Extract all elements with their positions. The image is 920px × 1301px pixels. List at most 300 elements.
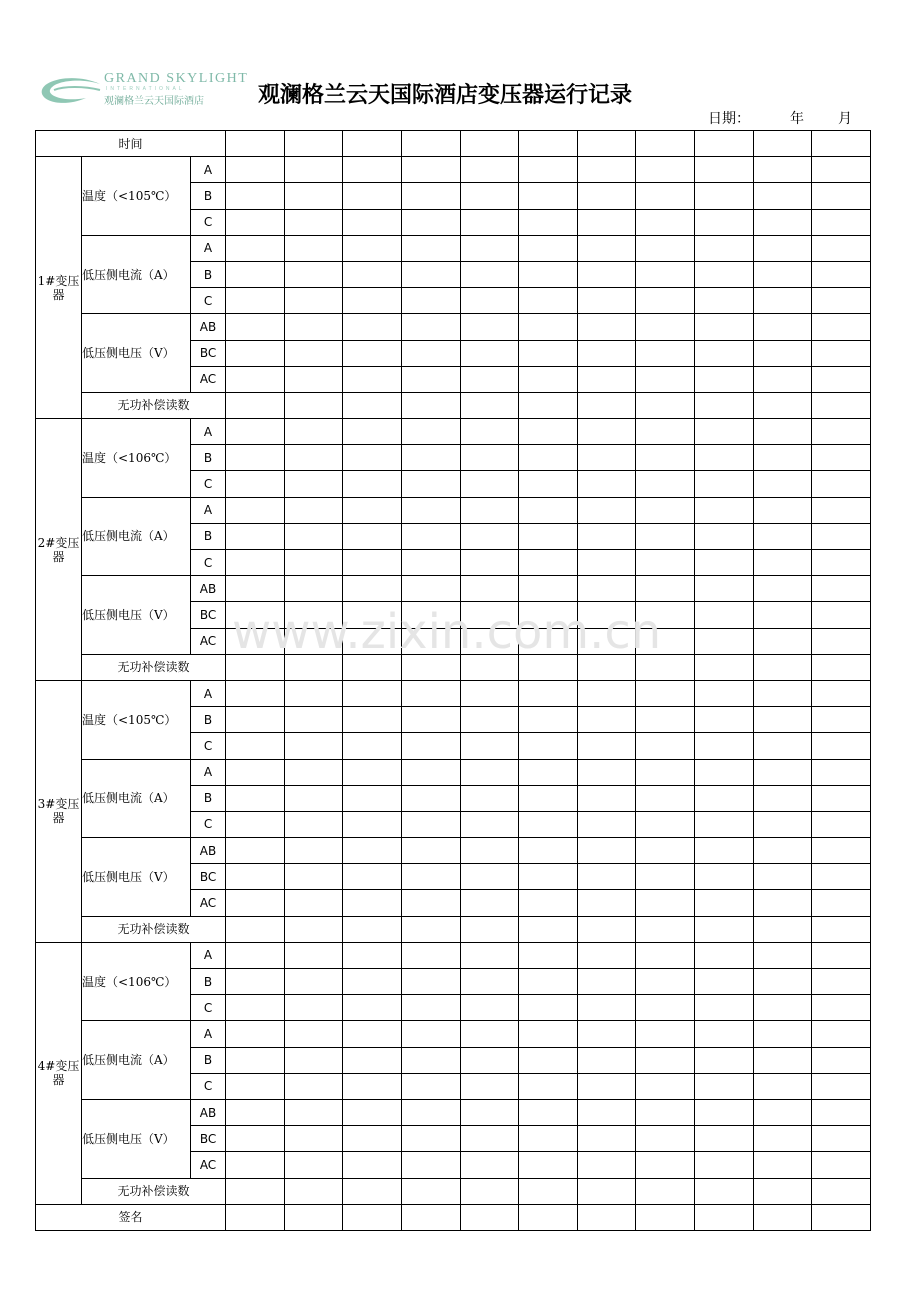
record-input-cell[interactable] <box>519 733 578 759</box>
record-input-cell[interactable] <box>636 995 695 1021</box>
record-input-cell[interactable] <box>226 942 285 968</box>
record-input-cell[interactable] <box>812 392 871 418</box>
record-input-cell[interactable] <box>753 969 812 995</box>
record-input-cell[interactable] <box>226 654 285 680</box>
record-input-cell[interactable] <box>753 1099 812 1125</box>
record-input-cell[interactable] <box>636 942 695 968</box>
record-input-cell[interactable] <box>753 602 812 628</box>
record-input-cell[interactable] <box>519 523 578 549</box>
record-input-cell[interactable] <box>753 209 812 235</box>
record-input-cell[interactable] <box>343 916 402 942</box>
record-input-cell[interactable] <box>753 916 812 942</box>
record-input-cell[interactable] <box>636 759 695 785</box>
record-input-cell[interactable] <box>695 523 754 549</box>
record-input-cell[interactable] <box>695 576 754 602</box>
record-input-cell[interactable] <box>343 1126 402 1152</box>
record-input-cell[interactable] <box>812 183 871 209</box>
record-input-cell[interactable] <box>284 419 343 445</box>
record-input-cell[interactable] <box>577 340 636 366</box>
record-input-cell[interactable] <box>343 1021 402 1047</box>
record-input-cell[interactable] <box>812 366 871 392</box>
record-input-cell[interactable] <box>401 1047 460 1073</box>
record-input-cell[interactable] <box>284 969 343 995</box>
record-input-cell[interactable] <box>695 550 754 576</box>
record-input-cell[interactable] <box>343 1204 402 1230</box>
record-input-cell[interactable] <box>343 733 402 759</box>
record-input-cell[interactable] <box>695 995 754 1021</box>
record-input-cell[interactable] <box>284 497 343 523</box>
record-input-cell[interactable] <box>695 654 754 680</box>
record-input-cell[interactable] <box>284 523 343 549</box>
record-input-cell[interactable] <box>460 288 519 314</box>
record-input-cell[interactable] <box>343 811 402 837</box>
record-input-cell[interactable] <box>812 707 871 733</box>
record-input-cell[interactable] <box>460 235 519 261</box>
record-input-cell[interactable] <box>401 1152 460 1178</box>
record-input-cell[interactable] <box>636 1126 695 1152</box>
record-input-cell[interactable] <box>812 445 871 471</box>
record-input-cell[interactable] <box>636 1099 695 1125</box>
record-input-cell[interactable] <box>226 157 285 183</box>
record-input-cell[interactable] <box>519 209 578 235</box>
record-input-cell[interactable] <box>226 995 285 1021</box>
record-input-cell[interactable] <box>401 209 460 235</box>
record-input-cell[interactable] <box>519 654 578 680</box>
record-input-cell[interactable] <box>284 942 343 968</box>
record-input-cell[interactable] <box>695 969 754 995</box>
record-input-cell[interactable] <box>460 209 519 235</box>
record-input-cell[interactable] <box>519 890 578 916</box>
record-input-cell[interactable] <box>343 759 402 785</box>
record-input-cell[interactable] <box>695 1126 754 1152</box>
record-input-cell[interactable] <box>695 314 754 340</box>
record-input-cell[interactable] <box>636 261 695 287</box>
record-input-cell[interactable] <box>695 209 754 235</box>
record-input-cell[interactable] <box>695 261 754 287</box>
record-input-cell[interactable] <box>460 1204 519 1230</box>
record-input-cell[interactable] <box>226 1152 285 1178</box>
record-input-cell[interactable] <box>343 288 402 314</box>
record-input-cell[interactable] <box>636 183 695 209</box>
record-input-cell[interactable] <box>812 209 871 235</box>
record-input-cell[interactable] <box>753 680 812 706</box>
record-input-cell[interactable] <box>636 235 695 261</box>
record-input-cell[interactable] <box>343 1047 402 1073</box>
record-input-cell[interactable] <box>695 680 754 706</box>
record-input-cell[interactable] <box>226 288 285 314</box>
record-input-cell[interactable] <box>695 785 754 811</box>
record-input-cell[interactable] <box>460 654 519 680</box>
record-input-cell[interactable] <box>577 288 636 314</box>
record-input-cell[interactable] <box>636 550 695 576</box>
record-input-cell[interactable] <box>460 131 519 157</box>
record-input-cell[interactable] <box>460 261 519 287</box>
record-input-cell[interactable] <box>226 576 285 602</box>
record-input-cell[interactable] <box>636 811 695 837</box>
record-input-cell[interactable] <box>284 183 343 209</box>
record-input-cell[interactable] <box>284 733 343 759</box>
record-input-cell[interactable] <box>460 628 519 654</box>
record-input-cell[interactable] <box>226 759 285 785</box>
record-input-cell[interactable] <box>695 811 754 837</box>
record-input-cell[interactable] <box>226 366 285 392</box>
record-input-cell[interactable] <box>812 1178 871 1204</box>
record-input-cell[interactable] <box>695 1099 754 1125</box>
record-input-cell[interactable] <box>577 183 636 209</box>
record-input-cell[interactable] <box>284 471 343 497</box>
record-input-cell[interactable] <box>343 392 402 418</box>
record-input-cell[interactable] <box>401 654 460 680</box>
record-input-cell[interactable] <box>636 288 695 314</box>
record-input-cell[interactable] <box>753 497 812 523</box>
record-input-cell[interactable] <box>284 1152 343 1178</box>
record-input-cell[interactable] <box>284 340 343 366</box>
record-input-cell[interactable] <box>343 995 402 1021</box>
record-input-cell[interactable] <box>343 1152 402 1178</box>
record-input-cell[interactable] <box>284 445 343 471</box>
record-input-cell[interactable] <box>343 707 402 733</box>
record-input-cell[interactable] <box>226 340 285 366</box>
record-input-cell[interactable] <box>636 1047 695 1073</box>
record-input-cell[interactable] <box>519 576 578 602</box>
record-input-cell[interactable] <box>284 785 343 811</box>
record-input-cell[interactable] <box>343 785 402 811</box>
record-input-cell[interactable] <box>695 183 754 209</box>
record-input-cell[interactable] <box>695 288 754 314</box>
record-input-cell[interactable] <box>753 419 812 445</box>
record-input-cell[interactable] <box>695 497 754 523</box>
record-input-cell[interactable] <box>753 890 812 916</box>
record-input-cell[interactable] <box>284 288 343 314</box>
record-input-cell[interactable] <box>343 235 402 261</box>
record-input-cell[interactable] <box>753 576 812 602</box>
record-input-cell[interactable] <box>812 497 871 523</box>
record-input-cell[interactable] <box>226 235 285 261</box>
record-input-cell[interactable] <box>695 733 754 759</box>
record-input-cell[interactable] <box>753 471 812 497</box>
record-input-cell[interactable] <box>577 419 636 445</box>
record-input-cell[interactable] <box>577 1178 636 1204</box>
record-input-cell[interactable] <box>284 131 343 157</box>
record-input-cell[interactable] <box>636 1073 695 1099</box>
record-input-cell[interactable] <box>460 471 519 497</box>
record-input-cell[interactable] <box>460 1099 519 1125</box>
record-input-cell[interactable] <box>226 602 285 628</box>
record-input-cell[interactable] <box>343 131 402 157</box>
record-input-cell[interactable] <box>401 1073 460 1099</box>
record-input-cell[interactable] <box>695 1073 754 1099</box>
record-input-cell[interactable] <box>401 1178 460 1204</box>
record-input-cell[interactable] <box>577 916 636 942</box>
record-input-cell[interactable] <box>636 340 695 366</box>
record-input-cell[interactable] <box>577 1073 636 1099</box>
record-input-cell[interactable] <box>343 471 402 497</box>
record-input-cell[interactable] <box>636 733 695 759</box>
record-input-cell[interactable] <box>636 916 695 942</box>
record-input-cell[interactable] <box>401 1204 460 1230</box>
record-input-cell[interactable] <box>401 969 460 995</box>
record-input-cell[interactable] <box>343 1178 402 1204</box>
record-input-cell[interactable] <box>812 942 871 968</box>
record-input-cell[interactable] <box>577 890 636 916</box>
record-input-cell[interactable] <box>577 785 636 811</box>
record-input-cell[interactable] <box>753 340 812 366</box>
record-input-cell[interactable] <box>695 602 754 628</box>
record-input-cell[interactable] <box>577 392 636 418</box>
record-input-cell[interactable] <box>812 628 871 654</box>
record-input-cell[interactable] <box>460 890 519 916</box>
record-input-cell[interactable] <box>401 314 460 340</box>
record-input-cell[interactable] <box>226 1204 285 1230</box>
record-input-cell[interactable] <box>460 759 519 785</box>
record-input-cell[interactable] <box>401 759 460 785</box>
record-input-cell[interactable] <box>636 497 695 523</box>
record-input-cell[interactable] <box>695 1047 754 1073</box>
record-input-cell[interactable] <box>460 602 519 628</box>
record-input-cell[interactable] <box>636 392 695 418</box>
record-input-cell[interactable] <box>695 157 754 183</box>
record-input-cell[interactable] <box>226 1047 285 1073</box>
record-input-cell[interactable] <box>343 576 402 602</box>
record-input-cell[interactable] <box>343 1073 402 1099</box>
record-input-cell[interactable] <box>284 916 343 942</box>
record-input-cell[interactable] <box>343 523 402 549</box>
record-input-cell[interactable] <box>577 1021 636 1047</box>
record-input-cell[interactable] <box>753 811 812 837</box>
record-input-cell[interactable] <box>695 759 754 785</box>
record-input-cell[interactable] <box>401 550 460 576</box>
record-input-cell[interactable] <box>519 1099 578 1125</box>
record-input-cell[interactable] <box>695 1178 754 1204</box>
record-input-cell[interactable] <box>401 445 460 471</box>
record-input-cell[interactable] <box>753 864 812 890</box>
record-input-cell[interactable] <box>519 995 578 1021</box>
record-input-cell[interactable] <box>519 864 578 890</box>
record-input-cell[interactable] <box>812 680 871 706</box>
record-input-cell[interactable] <box>753 157 812 183</box>
record-input-cell[interactable] <box>519 157 578 183</box>
record-input-cell[interactable] <box>401 157 460 183</box>
record-input-cell[interactable] <box>695 916 754 942</box>
record-input-cell[interactable] <box>284 550 343 576</box>
record-input-cell[interactable] <box>460 340 519 366</box>
record-input-cell[interactable] <box>636 628 695 654</box>
record-input-cell[interactable] <box>284 261 343 287</box>
record-input-cell[interactable] <box>519 1204 578 1230</box>
record-input-cell[interactable] <box>519 366 578 392</box>
record-input-cell[interactable] <box>519 261 578 287</box>
record-input-cell[interactable] <box>812 759 871 785</box>
record-input-cell[interactable] <box>401 471 460 497</box>
record-input-cell[interactable] <box>460 497 519 523</box>
record-input-cell[interactable] <box>695 890 754 916</box>
record-input-cell[interactable] <box>460 314 519 340</box>
record-input-cell[interactable] <box>284 995 343 1021</box>
record-input-cell[interactable] <box>226 628 285 654</box>
record-input-cell[interactable] <box>519 785 578 811</box>
record-input-cell[interactable] <box>519 419 578 445</box>
record-input-cell[interactable] <box>577 576 636 602</box>
record-input-cell[interactable] <box>401 602 460 628</box>
record-input-cell[interactable] <box>812 1021 871 1047</box>
record-input-cell[interactable] <box>401 235 460 261</box>
record-input-cell[interactable] <box>636 131 695 157</box>
record-input-cell[interactable] <box>343 969 402 995</box>
record-input-cell[interactable] <box>343 340 402 366</box>
record-input-cell[interactable] <box>519 811 578 837</box>
record-input-cell[interactable] <box>519 1073 578 1099</box>
record-input-cell[interactable] <box>753 995 812 1021</box>
record-input-cell[interactable] <box>401 864 460 890</box>
record-input-cell[interactable] <box>812 523 871 549</box>
record-input-cell[interactable] <box>753 366 812 392</box>
record-input-cell[interactable] <box>695 131 754 157</box>
record-input-cell[interactable] <box>753 445 812 471</box>
record-input-cell[interactable] <box>460 1021 519 1047</box>
record-input-cell[interactable] <box>519 602 578 628</box>
record-input-cell[interactable] <box>343 654 402 680</box>
record-input-cell[interactable] <box>577 1152 636 1178</box>
record-input-cell[interactable] <box>636 890 695 916</box>
record-input-cell[interactable] <box>519 550 578 576</box>
record-input-cell[interactable] <box>226 811 285 837</box>
record-input-cell[interactable] <box>812 654 871 680</box>
record-input-cell[interactable] <box>695 366 754 392</box>
record-input-cell[interactable] <box>460 1073 519 1099</box>
record-input-cell[interactable] <box>401 785 460 811</box>
record-input-cell[interactable] <box>460 785 519 811</box>
record-input-cell[interactable] <box>636 654 695 680</box>
record-input-cell[interactable] <box>577 235 636 261</box>
record-input-cell[interactable] <box>284 235 343 261</box>
record-input-cell[interactable] <box>401 733 460 759</box>
record-input-cell[interactable] <box>636 1204 695 1230</box>
record-input-cell[interactable] <box>753 942 812 968</box>
record-input-cell[interactable] <box>284 864 343 890</box>
record-input-cell[interactable] <box>401 340 460 366</box>
record-input-cell[interactable] <box>812 733 871 759</box>
record-input-cell[interactable] <box>577 759 636 785</box>
record-input-cell[interactable] <box>636 864 695 890</box>
record-input-cell[interactable] <box>695 707 754 733</box>
record-input-cell[interactable] <box>460 707 519 733</box>
record-input-cell[interactable] <box>636 314 695 340</box>
record-input-cell[interactable] <box>812 1126 871 1152</box>
record-input-cell[interactable] <box>695 1021 754 1047</box>
record-input-cell[interactable] <box>812 419 871 445</box>
record-input-cell[interactable] <box>401 131 460 157</box>
record-input-cell[interactable] <box>343 157 402 183</box>
record-input-cell[interactable] <box>636 419 695 445</box>
record-input-cell[interactable] <box>343 550 402 576</box>
record-input-cell[interactable] <box>577 969 636 995</box>
record-input-cell[interactable] <box>343 261 402 287</box>
record-input-cell[interactable] <box>226 733 285 759</box>
record-input-cell[interactable] <box>226 1099 285 1125</box>
record-input-cell[interactable] <box>695 864 754 890</box>
record-input-cell[interactable] <box>753 838 812 864</box>
record-input-cell[interactable] <box>401 392 460 418</box>
record-input-cell[interactable] <box>460 969 519 995</box>
record-input-cell[interactable] <box>284 628 343 654</box>
record-input-cell[interactable] <box>284 707 343 733</box>
record-input-cell[interactable] <box>226 183 285 209</box>
record-input-cell[interactable] <box>812 916 871 942</box>
record-input-cell[interactable] <box>460 942 519 968</box>
record-input-cell[interactable] <box>519 131 578 157</box>
record-input-cell[interactable] <box>519 1047 578 1073</box>
record-input-cell[interactable] <box>812 811 871 837</box>
record-input-cell[interactable] <box>753 1021 812 1047</box>
record-input-cell[interactable] <box>695 419 754 445</box>
record-input-cell[interactable] <box>695 838 754 864</box>
record-input-cell[interactable] <box>577 707 636 733</box>
record-input-cell[interactable] <box>577 1126 636 1152</box>
record-input-cell[interactable] <box>577 628 636 654</box>
record-input-cell[interactable] <box>753 550 812 576</box>
record-input-cell[interactable] <box>401 890 460 916</box>
record-input-cell[interactable] <box>343 890 402 916</box>
record-input-cell[interactable] <box>812 261 871 287</box>
record-input-cell[interactable] <box>519 628 578 654</box>
record-input-cell[interactable] <box>753 392 812 418</box>
record-input-cell[interactable] <box>226 707 285 733</box>
record-input-cell[interactable] <box>636 602 695 628</box>
record-input-cell[interactable] <box>519 838 578 864</box>
record-input-cell[interactable] <box>695 471 754 497</box>
record-input-cell[interactable] <box>577 157 636 183</box>
record-input-cell[interactable] <box>636 1021 695 1047</box>
record-input-cell[interactable] <box>812 602 871 628</box>
record-input-cell[interactable] <box>812 288 871 314</box>
record-input-cell[interactable] <box>636 1152 695 1178</box>
record-input-cell[interactable] <box>460 680 519 706</box>
record-input-cell[interactable] <box>226 392 285 418</box>
record-input-cell[interactable] <box>577 733 636 759</box>
record-input-cell[interactable] <box>636 785 695 811</box>
record-input-cell[interactable] <box>812 995 871 1021</box>
record-input-cell[interactable] <box>284 838 343 864</box>
record-input-cell[interactable] <box>401 916 460 942</box>
record-input-cell[interactable] <box>577 680 636 706</box>
record-input-cell[interactable] <box>226 890 285 916</box>
record-input-cell[interactable] <box>343 942 402 968</box>
record-input-cell[interactable] <box>284 811 343 837</box>
record-input-cell[interactable] <box>577 445 636 471</box>
record-input-cell[interactable] <box>226 445 285 471</box>
record-input-cell[interactable] <box>460 392 519 418</box>
record-input-cell[interactable] <box>519 1152 578 1178</box>
record-input-cell[interactable] <box>226 419 285 445</box>
record-input-cell[interactable] <box>460 916 519 942</box>
record-input-cell[interactable] <box>460 1152 519 1178</box>
record-input-cell[interactable] <box>812 550 871 576</box>
record-input-cell[interactable] <box>577 602 636 628</box>
record-input-cell[interactable] <box>519 969 578 995</box>
record-input-cell[interactable] <box>519 340 578 366</box>
record-input-cell[interactable] <box>695 942 754 968</box>
record-input-cell[interactable] <box>577 1099 636 1125</box>
record-input-cell[interactable] <box>636 366 695 392</box>
record-input-cell[interactable] <box>226 131 285 157</box>
record-input-cell[interactable] <box>636 471 695 497</box>
record-input-cell[interactable] <box>343 1099 402 1125</box>
record-input-cell[interactable] <box>577 942 636 968</box>
record-input-cell[interactable] <box>343 680 402 706</box>
record-input-cell[interactable] <box>401 523 460 549</box>
record-input-cell[interactable] <box>812 890 871 916</box>
record-input-cell[interactable] <box>812 864 871 890</box>
